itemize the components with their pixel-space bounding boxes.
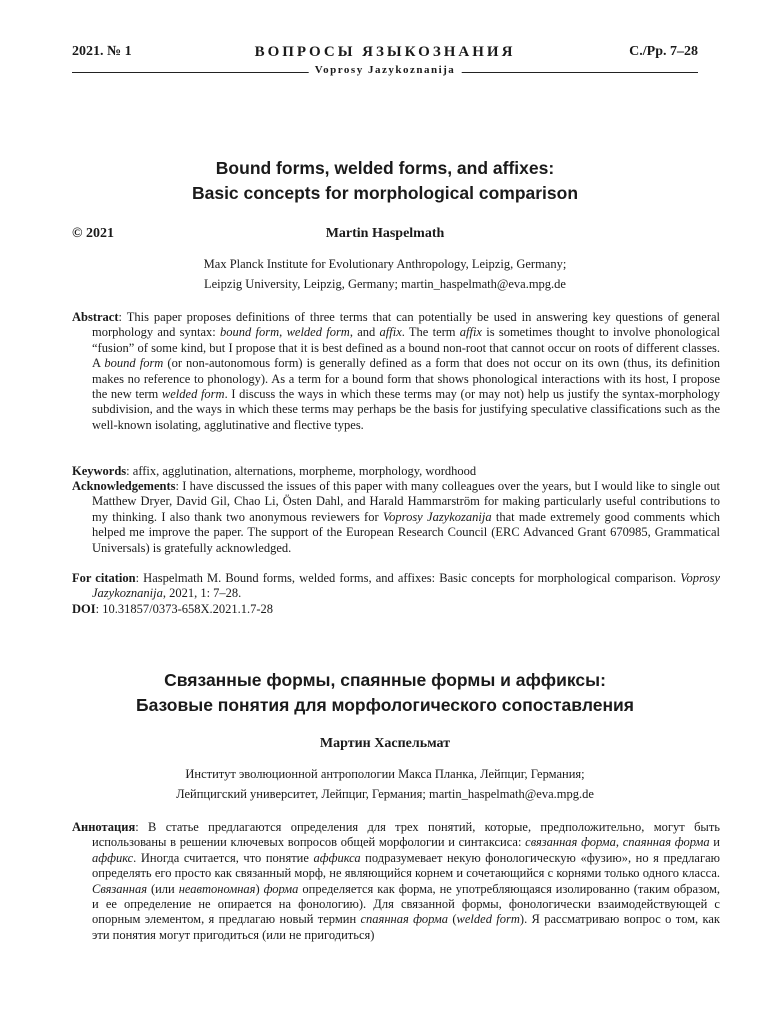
acknowledgements-label: Acknowledgements — [72, 479, 176, 493]
term: welded form — [161, 387, 225, 402]
annotation-text: : В статье предлагаются определения для трех понятий, которые, предположительно, могут быть использованы в решении ключевых вопросов общей морфологии и синтаксиса: — [92, 820, 720, 850]
affiliation-ru-line-1: Институт эволюционной антропологии Макса Планка, Лейпциг, Германия; — [185, 767, 585, 781]
abstract-text: is sometimes thought to involve phonological “fusion” of some kind, but I propose that it is best defined as a bound non-root that cannot occur on roots of different classes. A — [92, 325, 720, 371]
citation-label: For citation — [72, 571, 136, 585]
citation-text: , 2021, 1: 7–28. — [162, 586, 242, 601]
annotation-text: ( — [448, 912, 457, 927]
doi — [72, 602, 273, 617]
annotation-text: подразумевает некую фонологическую «фузию», но я предлагаю определять его просто как связанный морф, не являющийся корнем и сочетающийся с корнями только одного класса. — [92, 850, 720, 881]
keywords-label: Keywords — [72, 464, 127, 478]
journal-name: Voprosy Jazykozanija — [382, 509, 492, 524]
citation-text: : Haspelmath M. Bound forms, welded forms, and affixes: Basic concepts for morphological comparison. — [135, 571, 681, 585]
journal-title-en: Voprosy Jazykoznanija — [309, 64, 462, 76]
acknowledgements-text: that made extremely good comments which helped me improve the paper. The support of the European Research Council (ERC Advanced Grant 670985, Grammatical Universals) is gratefully acknowledged. — [92, 509, 720, 555]
term: аффикса — [313, 850, 361, 865]
annotation-text: определяется как форма, не употребляющаяся изолированно (таким образом, и ее определение не опирается на фонологию). Для связанной формы, фонологически взаимодействующей с опорным элементом, я предлагаю новый термин — [92, 881, 720, 927]
doi-text[interactable]: : 10.31857/0373-658X.2021.1.7-28 — [95, 602, 274, 616]
acknowledgements — [72, 479, 720, 556]
title-en-line-1: Bound forms, welded forms, and affixes: — [215, 158, 555, 178]
abstract-text: (or non-autonomous form) is generally defined as a form that does not occur on its own (thus, its definition makes no reference to phonology). As a term for a bound form that shows phonological interactions with its host, I propose the new term — [92, 356, 720, 402]
annotation-text: (или — [147, 881, 179, 896]
affiliation-en-line-2: Leipzig University, Leipzig, Germany; martin_haspelmath@eva.mpg.de — [204, 277, 566, 291]
author-en: Martin Haspelmath — [325, 226, 445, 241]
abstract-text: , — [279, 325, 287, 340]
term: спаянная форма — [360, 912, 448, 927]
issue-number: 2021. № 1 — [72, 44, 132, 59]
annotation-text: . Иногда считается, что понятие — [133, 850, 314, 865]
copyright: © 2021 — [72, 226, 114, 241]
term: связанная форма — [525, 835, 616, 850]
term: bound form — [104, 356, 164, 371]
acknowledgements-text: : I have discussed the issues of this paper with many colleagues over the years, but I would like to single out Matthew Dryer, David Gil, Chao Li, Östen Dahl, and Harald Hammarström for making particularly useful contributions to my thinking. I also thank two anonymous reviewers for — [92, 479, 720, 524]
affiliation-en-line-1: Max Planck Institute for Evolutionary Anthropology, Leipzig, Germany; — [203, 257, 567, 271]
citation — [72, 571, 720, 602]
annotation-text: ). Я рассматриваю вопрос о том, как эти понятия могут пригодиться (или не пригодиться) — [92, 912, 720, 942]
doi-label: DOI — [72, 602, 96, 616]
annotation-text: и — [709, 835, 720, 850]
running-header — [72, 44, 698, 84]
author-ru: Мартин Хаспельмат — [319, 736, 451, 751]
page-range: С./Pp. 7–28 — [629, 44, 698, 59]
abstract-text: . I discuss the ways in which these terms may (or may not) help us justify the syntax-morphology subdivision, and the ways in which these terms may perhaps be the basis for justifying speculative classifications such as the well-known isolating, agglutinative and flective types. — [92, 387, 720, 432]
abstract-text: : This paper proposes definitions of three terms that can potentially be used in answering key questions of general morphology and syntax: — [92, 310, 720, 340]
journal-title-ru: ВОПРОСЫ ЯЗЫКОЗНАНИЯ — [254, 44, 516, 60]
abstract — [72, 310, 720, 433]
term: неавтономная — [178, 881, 256, 896]
abstract-label: Abstract — [72, 310, 119, 324]
term: welded form — [456, 912, 520, 927]
title-en-line-2: Basic concepts for morphological comparison — [191, 183, 579, 203]
term: форма — [263, 881, 299, 896]
annotation-text: , — [615, 835, 623, 850]
affiliation-ru — [72, 764, 698, 804]
article-title-ru — [72, 668, 698, 718]
abstract-text: . The term — [401, 325, 460, 340]
abstract-text: , and — [349, 325, 380, 340]
term: аффикс — [92, 850, 134, 865]
annotation-label: Аннотация — [72, 820, 136, 834]
title-ru-line-1: Связанные формы, спаянные формы и аффиксы: — [164, 670, 606, 690]
term: спаянная форма — [622, 835, 710, 850]
term: Связанная — [92, 881, 147, 896]
article-title-en — [72, 156, 698, 206]
affiliation-ru-line-2: Лейпцигский университет, Лейпциг, Германия; martin_haspelmath@eva.mpg.de — [176, 787, 594, 801]
journal-name: Voprosy Jazykoznanija — [92, 571, 721, 601]
term: affix — [379, 325, 402, 340]
annotation-ru — [72, 820, 720, 943]
annotation-text: ) — [255, 881, 264, 896]
term: welded form — [286, 325, 350, 340]
keywords — [72, 464, 476, 479]
term: affix — [459, 325, 482, 340]
keywords-text: : affix, agglutination, alternations, morpheme, morphology, wordhood — [126, 464, 477, 478]
title-ru-line-2: Базовые понятия для морфологического сопоставления — [136, 695, 634, 715]
term: bound form — [220, 325, 280, 340]
affiliation-en — [72, 254, 698, 294]
